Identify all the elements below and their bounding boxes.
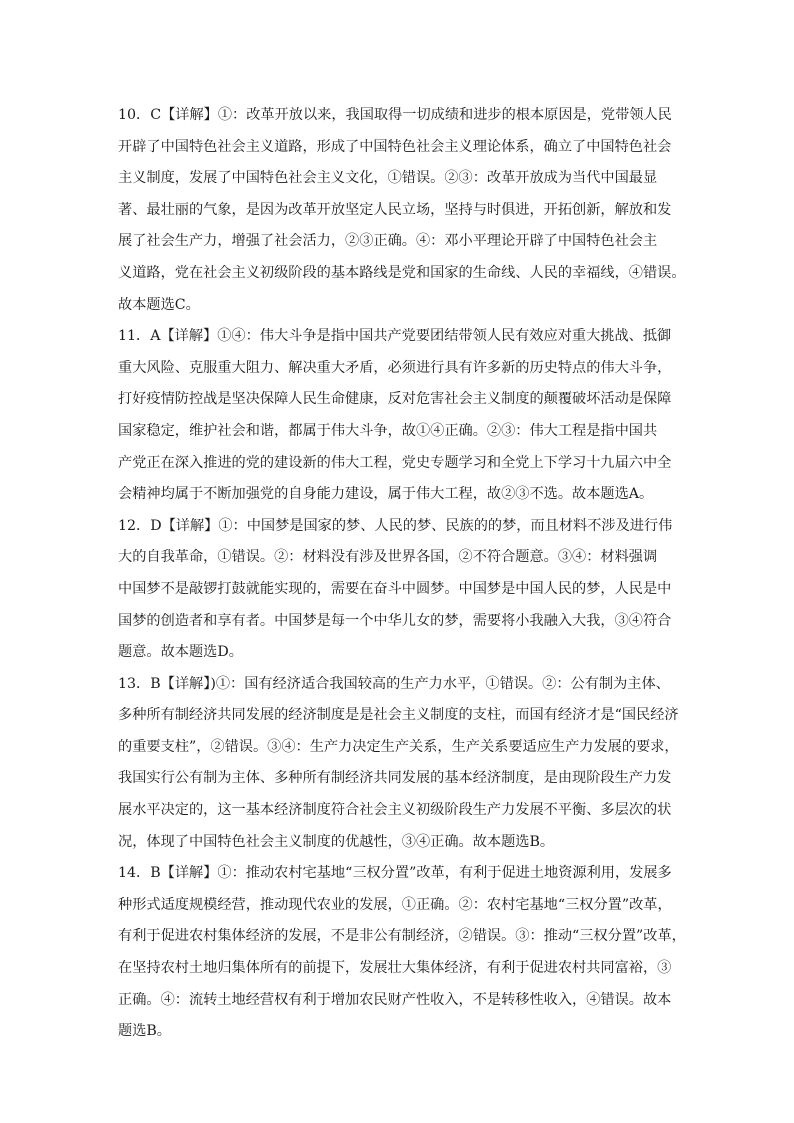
- text-line: 的重要支柱”，②错误。③④：生产力决定生产关系，生产关系要适应生产力发展的要求，: [118, 738, 679, 755]
- text-line: 大的自我革命，①错误。②：材料没有涉及世界各国，②不符合题意。③④：材料强调: [118, 549, 658, 566]
- text-line: 展了社会生产力，增强了社会活力，②③正确。④：邓小平理论开辟了中国特色社会主: [118, 233, 658, 250]
- text-line: 有利于促进农村集体经济的发展，不是非公有制经济，②错误。③：推动“三权分置”改革，: [118, 928, 686, 945]
- text-line: 13．B【详解】)①：国有经济适合我国较高的生产力水平，①错误。②：公有制为主体、: [118, 675, 670, 692]
- text-line: 在坚持农村土地归集体所有的前提下，发展壮大集体经济，有利于促进农村共同富裕，③: [118, 960, 672, 977]
- text-line: 10．C【详解】①：改革开放以来，我国取得一切成绩和进步的根本原因是，党带领人民: [118, 107, 672, 123]
- answer-10: [118, 100, 688, 321]
- text-line: 展水平决定的，这一基本经济制度符合社会主义初级阶段生产力发展不平衡、多层次的状: [118, 802, 672, 819]
- text-line: 种形式适度规模经营，推动现代农业的发展，①正确。②：农村宅基地“三权分置”改革，: [118, 896, 672, 913]
- text-line: 中国梦不是敲锣打鼓就能实现的，需要在奋斗中圆梦。中国梦是中国人民的梦，人民是中: [118, 580, 672, 597]
- text-line: 我国实行公有制为主体、多种所有制经济共同发展的基本经济制度，是由现阶段生产力发: [118, 770, 672, 787]
- text-line: 国家稳定，维护社会和谐，都属于伟大斗争，故①④正确。②③：伟大工程是指中国共: [118, 422, 658, 439]
- text-line: 多种所有制经济共同发展的经济制度是是社会主义制度的支柱，而国有经济才是“国民经济: [118, 707, 679, 724]
- text-line: 主义制度，发展了中国特色社会主义文化，①错误。②③：改革开放成为当代中国最显: [118, 170, 658, 187]
- answer-14: [118, 858, 688, 1048]
- text-line: 题意。故本题选D。: [118, 644, 243, 661]
- answer-12: [118, 511, 688, 669]
- text-line: 会精神均属于不断加强党的自身能力建设，属于伟大工程，故②③不选。故本题选A。: [118, 486, 654, 503]
- text-line: 正确。④：流转土地经营权有利于增加农民财产性收入，不是转移性收入，④错误。故本: [118, 991, 672, 1008]
- text-line: 况，体现了中国特色社会主义制度的优越性，③④正确。故本题选B。: [118, 833, 555, 850]
- text-line: 著、最壮丽的气象，是因为改革开放坚定人民立场，坚持与时俱进，开拓创新，解放和发: [118, 201, 672, 218]
- text-line: 题选B。: [118, 1023, 171, 1040]
- text-line: 义道路，党在社会主义初级阶段的基本路线是党和国家的生命线、人民的幸福线，④错误。: [118, 264, 686, 281]
- text-line: 故本题选C。: [118, 296, 200, 313]
- answer-explanations: [118, 100, 688, 1048]
- text-line: 11．A【详解】①④：伟大斗争是指中国共产党要团结带领人民有效应对重大挑战、抵御: [118, 328, 672, 345]
- text-line: 产党正在深入推进的党的建设新的伟大工程，党史专题学习和全党上下学习十九届六中全: [118, 454, 672, 471]
- text-line: 12．D【详解】①：中国梦是国家的梦、人民的梦、民族的的梦，而且材料不涉及进行伟: [118, 517, 673, 534]
- text-line: 重大风险、克服重大阻力、解决重大矛盾，必须进行具有许多新的历史特点的伟大斗争，: [118, 359, 672, 376]
- text-line: 开辟了中国特色社会主义道路，形成了中国特色社会主义理论体系，确立了中国特色社会: [118, 138, 672, 155]
- answer-11: [118, 321, 688, 511]
- text-line: 打好疫情防控战是坚决保障人民生命健康，反对危害社会主义制度的颠覆破坏活动是保障: [118, 391, 672, 408]
- text-line: 国梦的创造者和享有者。中国梦是每一个中华儿女的梦，需要将小我融入大我，③④符合: [118, 612, 672, 629]
- text-line: 14．B【详解】①：推动农村宅基地“三权分置”改革，有利于促进土地资源利用，发展多: [118, 865, 672, 882]
- answer-13: [118, 669, 688, 859]
